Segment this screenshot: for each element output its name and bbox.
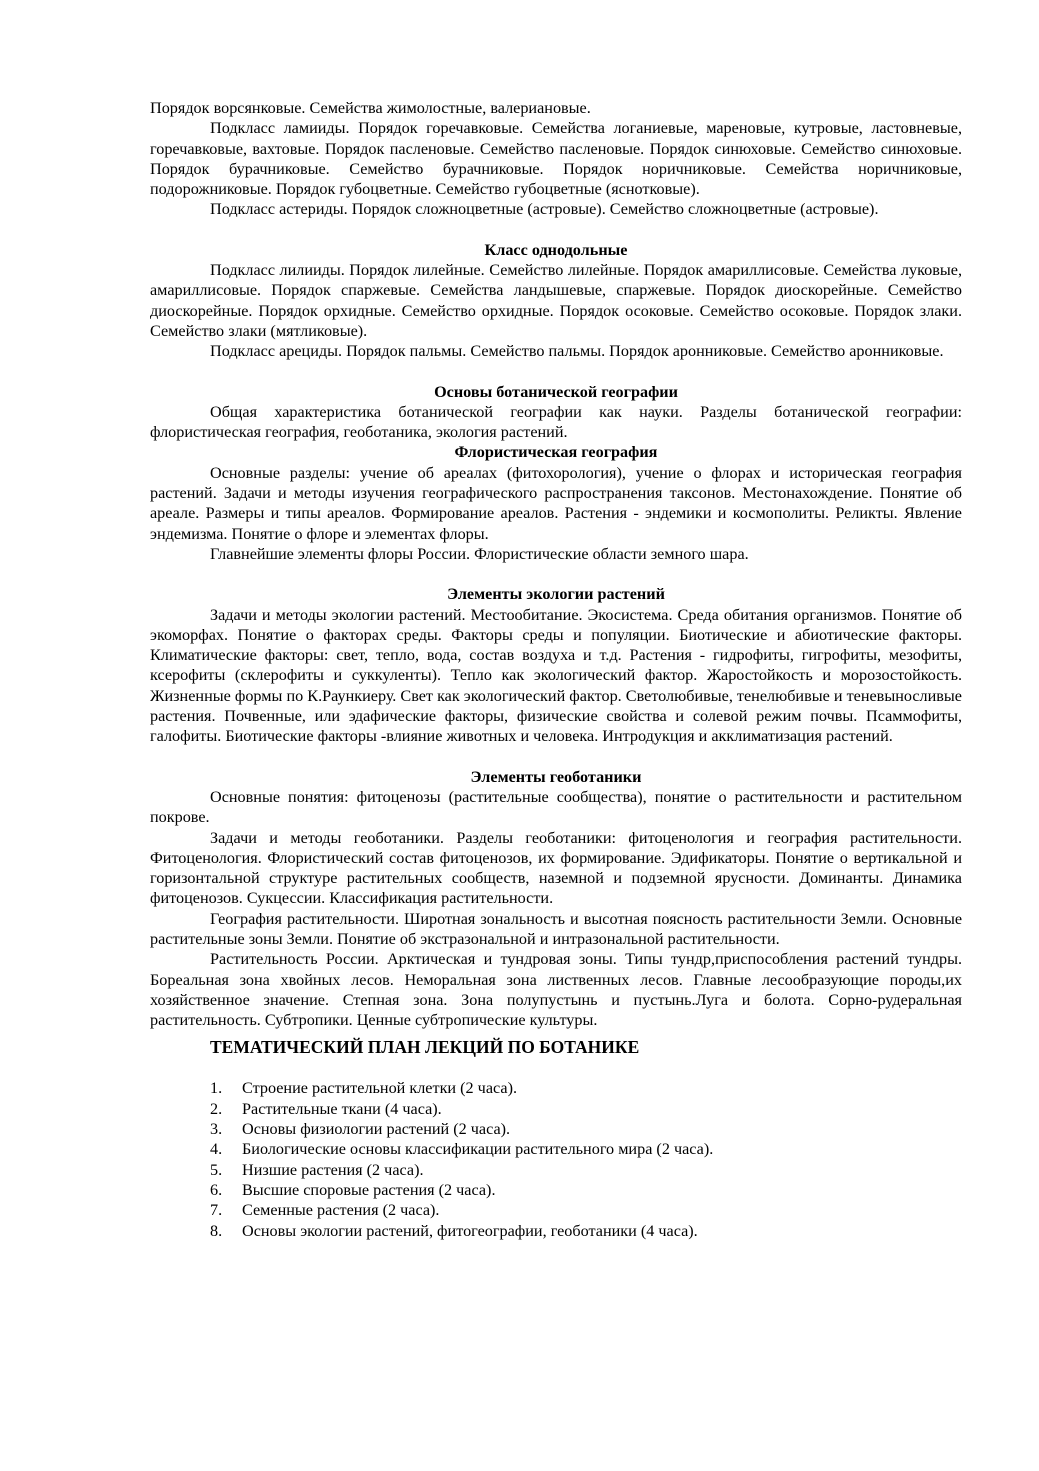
list-item-text: Строение растительной клетки (2 часа). [242, 1079, 518, 1098]
list-item-text: Высшие споровые растения (2 часа). [242, 1180, 496, 1199]
list-item [150, 1119, 962, 1139]
paragraph-floristic-geography: Основные разделы: учение об ареалах (фитохорология), учение о флорах и историческая география растений. Задачи и методы изучения географического распространения таксонов. Местонахождение. Понятие об ареале. Размеры и типы ареалов. Формирование ареалов. Растения - эндемики и космополиты. Реликты. Явление эндемизма. Понятие о флоре и элементах флоры. [150, 463, 962, 543]
paragraph-order-dipsacales: Порядок ворсянковые. Семейства жимолостные, валериановые. [150, 99, 591, 117]
list-item [150, 1099, 962, 1119]
list-item-number: 7. [210, 1201, 223, 1220]
list-item-number: 2. [210, 1099, 223, 1118]
paragraph-asteridae: Подкласс астериды. Порядок сложноцветные (астровые). Семейство сложноцветные (астровые). [210, 200, 879, 219]
heading-botanical-geography: Основы ботанической географии [434, 382, 678, 401]
paragraph-flora-russia: Главнейшие элементы флоры России. Флористические области земного шара. [210, 544, 749, 563]
document-page [150, 98, 962, 1241]
paragraph-liliidae: Подкласс лилииды. Порядок лилейные. Семейство лилейные. Порядок амариллисовые. Семейства луковые, амариллисовые. Порядок спаржевые. Семейства ландышевые, спаржевые. Порядок диоскорейные. Семейство диоскорейные. Порядок орхидные. Семейство орхидные. Порядок осоковые. Семейство осоковые. Порядок злаки. Семейство злаки (мятликовые). [150, 261, 962, 340]
list-item-number: 4. [210, 1140, 223, 1159]
list-item [150, 1200, 962, 1220]
list-item-number: 8. [210, 1221, 223, 1240]
list-item-text: Растительные ткани (4 часа). [242, 1099, 442, 1118]
list-item-text: Низшие растения (2 часа). [242, 1160, 424, 1179]
paragraph-plant-ecology: Задачи и методы экологии растений. Местообитание. Экосистема. Среда обитания организмов. Понятие об экоморфах. Понятие о факторах среды. Факторы среды и популяции. Биотические и абиотические факторы. Климатические факторы: свет, тепло, вода, состав воздуха и т.д. Растения - гидрофиты, гигрофиты, мезофиты, ксерофиты (склерофиты и суккуленты). Тепло как экологический фактор. Жаростойкость и морозостойкость. Жизненные формы по К.Раункиеру. Свет как экологический фактор. Светолюбивые, тенелюбивые и теневыносливые растения. Почвенные, или эдафические факторы, физические свойства и солевой режим почвы. Псаммофиты, галофиты. Биотические факторы -влияние животных и человека. Интродукция и акклиматизация растений. [150, 605, 962, 746]
list-item [150, 1180, 962, 1200]
list-item [150, 1139, 962, 1159]
list-item [150, 1160, 962, 1180]
paragraph-geobotany-concepts: Основные понятия: фитоценозы (растительные сообщества), понятие о растительности и растительном покрове. [150, 787, 962, 827]
paragraph-lamiidae: Подкласс ламииды. Порядок горечавковые. Семейства логаниевые, мареновые, кутровые, ластовневые, горечавковые, вахтовые. Порядок пасленовые. Семейство пасленовые. Порядок синюховые. Семейство синюховые. Порядок бурачниковые. Семейство бурачниковые. Порядок норичниковые. Семейства норичниковые, подорожниковые. Порядок губоцветные. Семейство губоцветные (яснотковые). [150, 119, 962, 199]
list-item-number: 1. [210, 1079, 223, 1098]
list-item-text: Основы экологии растений, фитогеографии, геоботаники (4 часа). [242, 1221, 698, 1240]
heading-monocots: Класс однодольные [484, 240, 628, 259]
list-item-number: 3. [210, 1120, 223, 1139]
paragraph-geobotany-tasks: Задачи и методы геоботаники. Разделы геоботаники: фитоценология и география растительности. Фитоценология. Флористический состав фитоценозов, их формирование. Эдификаторы. Понятие о вертикальной и горизонтальной структуре растительных сообществ, наземной и подземной ярусности. Доминанты. Динамика фитоценозов. Сукцессии. Классификация растительности. [150, 828, 962, 908]
lecture-plan-list [150, 1078, 962, 1240]
paragraph-vegetation-russia: Растительность России. Арктическая и тундровая зоны. Типы тундр,приспособления растений тундры. Бореальная зона хвойных лесов. Неморальная зона лиственных лесов. Главные лесообразующие породы,их хозяйственное значение. Степная зона. Зона полупустынь и пустынь.Луга и болота. Сорно-рудеральная растительность. Субтропики. Ценные субтропические культуры. [150, 950, 962, 1030]
list-item-text: Биологические основы классификации растительного мира (2 часа). [242, 1140, 714, 1159]
heading-floristic-geography: Флористическая география [454, 443, 658, 462]
heading-geobotany: Элементы геоботаники [470, 767, 642, 786]
heading-plant-ecology: Элементы экологии растений [447, 585, 665, 604]
list-item [150, 1078, 962, 1098]
list-item-number: 6. [210, 1180, 223, 1199]
paragraph-arecidae: Подкласс арециды. Порядок пальмы. Семейство пальмы. Порядок аронниковые. Семейство аронниковые. [210, 342, 944, 361]
lecture-plan-title: ТЕМАТИЧЕСКИЙ ПЛАН ЛЕКЦИЙ ПО БОТАНИКЕ [210, 1037, 640, 1058]
list-item-text: Основы физиологии растений (2 часа). [242, 1120, 511, 1139]
list-item-number: 5. [210, 1160, 223, 1179]
list-item [150, 1221, 962, 1241]
paragraph-vegetation-geography: География растительности. Широтная зональность и высотная поясность растительности Земли. Основные растительные зоны Земли. Понятие об экстразональной и интразональной растительности. [150, 909, 962, 948]
paragraph-botanical-geography: Общая характеристика ботанической географии как науки. Разделы ботанической географии: флористическая география, геоботаника, экология растений. [150, 402, 962, 442]
list-item-text: Семенные растения (2 часа). [242, 1201, 440, 1220]
